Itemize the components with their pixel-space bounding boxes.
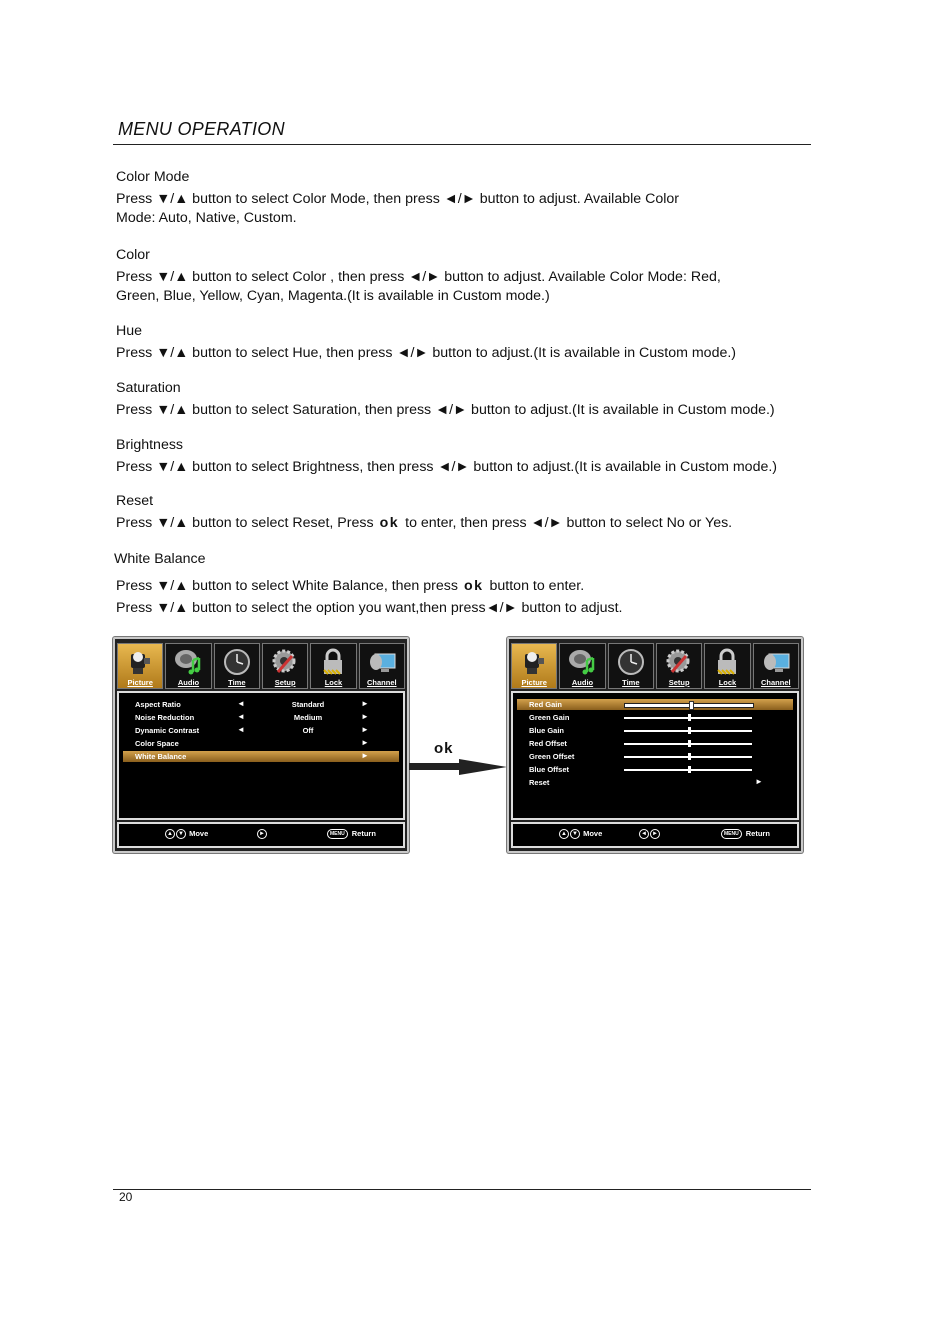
move-hint [559, 829, 602, 839]
arrow-right-icon [409, 757, 509, 777]
return-label: Return [745, 829, 770, 838]
slider-knob[interactable] [689, 701, 694, 710]
slider-knob[interactable] [688, 727, 691, 734]
right-arrow-icon[interactable]: ► [755, 777, 763, 786]
page-number: 20 [119, 1190, 133, 1204]
tab-label: Time [228, 678, 246, 687]
menu-row-green-offset[interactable] [517, 751, 793, 762]
text-part: to enter, then press ◄/► button to select No or Yes. [405, 515, 733, 531]
section-color [116, 246, 816, 306]
lock-icon [318, 648, 348, 676]
section-text: Press ▼/▲ button to select Color Mode, then press ◄/► button to adjust. Available Color [116, 191, 679, 207]
left-arrow-icon[interactable]: ◄ [237, 712, 245, 721]
section-text [116, 577, 814, 596]
slider-knob[interactable] [688, 766, 691, 773]
camera-icon [519, 648, 549, 676]
tab-label: Audio [571, 678, 594, 687]
section-heading: Color [116, 247, 150, 263]
right-arrow-icon[interactable]: ► [361, 712, 369, 721]
section-white-balance [114, 550, 814, 618]
section-text [116, 514, 816, 533]
menu-row-red-gain[interactable] [517, 699, 793, 710]
enter-hint [257, 829, 268, 839]
menu-row-aspect-ratio[interactable] [123, 699, 399, 710]
section-text: Press ▼/▲ button to select the option you want,then press◄/► button to adjust. [116, 600, 623, 616]
row-value: Off [302, 726, 314, 735]
tab-label: Setup [668, 678, 690, 687]
speaker-icon [173, 648, 203, 676]
tab-label: Lock [324, 678, 343, 687]
menu-panel [511, 691, 799, 820]
row-label: Reset [529, 778, 550, 787]
menu-footer [511, 822, 799, 848]
menu-row-red-offset[interactable] [517, 738, 793, 749]
tv-icon [761, 648, 791, 676]
menu-row-dynamic-contrast[interactable] [123, 725, 399, 736]
tab-time[interactable] [214, 643, 260, 689]
section-heading: Saturation [116, 380, 181, 396]
tab-picture[interactable] [511, 643, 557, 689]
left-arrow-icon[interactable]: ◄ [237, 725, 245, 734]
menu-row-noise-reduction[interactable] [123, 712, 399, 723]
clock-icon [616, 648, 646, 676]
menu-row-blue-offset[interactable] [517, 764, 793, 775]
section-text: Press ▼/▲ button to select Brightness, then press ◄/► button to adjust.(It is available in Custom mode.) [116, 459, 778, 475]
menu-key-icon: MENU [327, 829, 348, 839]
move-label: Move [583, 829, 603, 838]
speaker-icon [567, 648, 597, 676]
section-text: Press ▼/▲ button to select Hue, then press ◄/► button to adjust.(It is available in Custom mode.) [116, 345, 737, 361]
tab-label: Picture [521, 678, 547, 687]
menu-panel [117, 691, 405, 820]
down-icon: ▼ [570, 829, 580, 839]
menu-row-white-balance[interactable] [123, 751, 399, 762]
menu-tabs [511, 643, 799, 689]
section-brightness [116, 436, 816, 477]
section-text: Mode: Auto, Native, Custom. [116, 210, 297, 226]
tv-menu-picture [113, 637, 409, 853]
row-value: Standard [291, 700, 325, 709]
page-title: MENU OPERATION [118, 119, 285, 139]
tab-label: Channel [367, 678, 397, 687]
return-label: Return [351, 829, 376, 838]
tv-menu-white-balance [507, 637, 803, 853]
ok-key-label: ok [379, 515, 400, 531]
tab-time[interactable] [608, 643, 654, 689]
lock-icon [712, 648, 742, 676]
row-value: Medium [293, 713, 323, 722]
down-icon: ▼ [176, 829, 186, 839]
row-label: Noise Reduction [135, 713, 195, 722]
gear-icon [664, 648, 694, 676]
menu-footer [117, 822, 405, 848]
tab-audio[interactable] [165, 643, 211, 689]
tab-lock[interactable] [310, 643, 356, 689]
ok-key-label: ok [463, 578, 484, 594]
tab-setup[interactable] [262, 643, 308, 689]
move-hint [165, 829, 208, 839]
tab-label: Audio [177, 678, 200, 687]
slider-knob[interactable] [688, 740, 691, 747]
left-arrow-icon[interactable]: ◄ [237, 699, 245, 708]
green-offset-slider[interactable] [624, 756, 752, 758]
tab-lock[interactable] [704, 643, 750, 689]
text-part: button to enter. [489, 578, 585, 594]
green-gain-slider[interactable] [624, 717, 752, 719]
text-part: Press ▼/▲ button to select Reset, Press [116, 515, 374, 531]
return-hint [721, 829, 770, 839]
right-arrow-icon[interactable]: ► [361, 725, 369, 734]
blue-offset-slider[interactable] [624, 769, 752, 771]
tab-label: Channel [761, 678, 791, 687]
menu-row-color-space[interactable] [123, 738, 399, 749]
row-label: Aspect Ratio [135, 700, 181, 709]
section-heading: Brightness [116, 437, 184, 453]
camera-icon [125, 648, 155, 676]
red-gain-slider[interactable] [624, 703, 754, 708]
return-hint [327, 829, 376, 839]
menu-tabs [117, 643, 405, 689]
section-color-mode [116, 168, 816, 228]
tab-setup[interactable] [656, 643, 702, 689]
row-label: Blue Offset [529, 765, 570, 774]
section-text: Press ▼/▲ button to select Color , then press ◄/► button to adjust. Available Color Mode: Red, [116, 269, 721, 285]
slider-knob[interactable] [688, 714, 691, 721]
section-saturation [116, 379, 816, 420]
menu-row-green-gain[interactable] [517, 712, 793, 723]
tv-icon [367, 648, 397, 676]
tab-label: Picture [127, 678, 153, 687]
section-text: Green, Blue, Yellow, Cyan, Magenta.(It is available in Custom mode.) [116, 288, 550, 304]
row-label: Color Space [135, 739, 179, 748]
menu-key-icon: MENU [721, 829, 742, 839]
row-label: Green Offset [529, 752, 575, 761]
gear-icon [270, 648, 300, 676]
tab-channel[interactable] [359, 643, 405, 689]
section-heading: Color Mode [116, 169, 190, 185]
right-icon: ► [257, 829, 267, 839]
tab-label: Setup [274, 678, 296, 687]
clock-icon [222, 648, 252, 676]
tab-picture[interactable] [117, 643, 163, 689]
tab-label: Time [622, 678, 640, 687]
tab-channel[interactable] [753, 643, 799, 689]
row-label: Dynamic Contrast [135, 726, 200, 735]
row-label: White Balance [135, 752, 187, 761]
move-label: Move [189, 829, 209, 838]
section-heading: Hue [116, 323, 143, 339]
arrow-label: ok [434, 740, 454, 757]
row-label: Red Gain [529, 700, 562, 709]
slider-knob[interactable] [688, 753, 691, 760]
right-icon: ► [650, 829, 660, 839]
section-heading: White Balance [114, 551, 206, 567]
adjust-hint [639, 829, 661, 839]
section-hue [116, 322, 816, 363]
right-arrow-icon[interactable]: ► [361, 738, 369, 747]
blue-gain-slider[interactable] [624, 730, 752, 732]
section-heading: Reset [116, 493, 154, 509]
section-text: Press ▼/▲ button to select Saturation, then press ◄/► button to adjust.(It is available in Custom mode.) [116, 402, 775, 418]
header-rule [113, 144, 811, 145]
menu-row-blue-gain[interactable] [517, 725, 793, 736]
section-reset [116, 492, 816, 533]
row-label: Red Offset [529, 739, 567, 748]
up-icon: ▲ [559, 829, 569, 839]
right-arrow-icon[interactable]: ► [361, 699, 369, 708]
footer-rule [113, 1189, 811, 1190]
tab-audio[interactable] [559, 643, 605, 689]
row-label: Green Gain [529, 713, 570, 722]
right-arrow-icon[interactable]: ► [361, 751, 369, 760]
menu-row-reset[interactable] [517, 777, 793, 788]
red-offset-slider[interactable] [624, 743, 752, 745]
text-part: Press ▼/▲ button to select White Balance, then press [116, 578, 458, 594]
left-icon: ◄ [639, 829, 649, 839]
tab-label: Lock [718, 678, 737, 687]
up-icon: ▲ [165, 829, 175, 839]
row-label: Blue Gain [529, 726, 565, 735]
